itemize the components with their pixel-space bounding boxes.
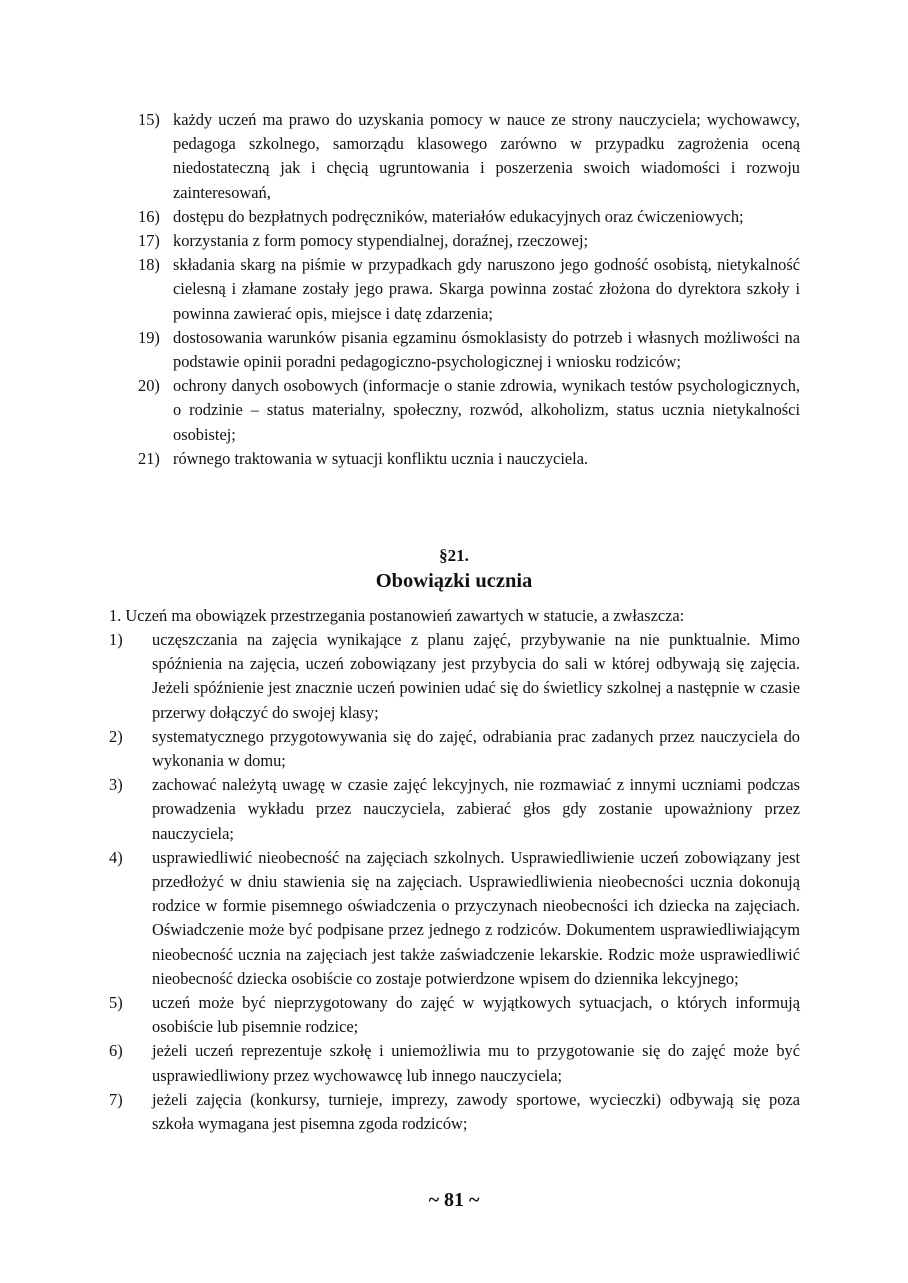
list-item-text: usprawiedliwić nieobecność na zajęciach szkolnych. Usprawiedliwienie uczeń zobowiązany jest przedłożyć w dniu stawienia się na zajęciach. Usprawiedliwienia nieobecności ucznia dokonują rodzice w formie pisemnego oświadczenia o przyczynach nieobecności ich dziecka na zajęciach. Oświadczenie może być podpisane przez jednego z rodziców. Dokumentem usprawiedliwiającym nieobecność ucznia na zajęciach jest także zaświadczenie lekarskie. Rodzic może usprawiedliwić nieobecność dziecka osobiście co zostaje potwierdzone wpisem do dziennika lekcyjnego;: [152, 847, 800, 988]
rights-list-continued: [138, 108, 800, 471]
list-item-text: dostępu do bezpłatnych podręczników, materiałów edukacyjnych oraz ćwiczeniowych;: [173, 206, 744, 226]
list-item-number: 7): [109, 1089, 123, 1109]
list-item-number: 18): [138, 255, 160, 275]
list-item-number: 19): [138, 327, 160, 347]
list-item: [109, 773, 800, 846]
list-item: [138, 253, 800, 326]
list-item-number: 6): [109, 1041, 123, 1061]
list-item-number: 20): [138, 376, 160, 396]
list-item-text: systematycznego przygotowywania się do zajęć, odrabiania prac zadanych przez nauczyciela do wykonania w domu;: [152, 726, 800, 771]
list-item-number: 16): [138, 206, 160, 226]
list-item: [138, 447, 800, 471]
list-item-number: 2): [109, 726, 123, 746]
page-number: ~ 81 ~: [428, 1189, 480, 1211]
list-item-number: 21): [138, 448, 160, 468]
list-item-text: każdy uczeń ma prawo do uzyskania pomocy w nauce ze strony nauczyciela; wychowawcy, pedagoga szkolnego, samorządu klasowego zarówno w przypadku zagrożenia oceną niedostateczną jak i chęcią ugruntowania i poszerzenia swoich wiadomości i rozwoju zainteresowań,: [173, 110, 800, 202]
list-item-text: równego traktowania w sytuacji konfliktu ucznia i nauczyciela.: [173, 448, 589, 468]
list-item-text: ochrony danych osobowych (informacje o stanie zdrowia, wynikach testów psychologicznych, o rodzinie – status materialny, społeczny, rozwód, alkoholizm, status ucznia nietykalności osobistej;: [173, 376, 800, 444]
list-item-text: jeżeli zajęcia (konkursy, turnieje, imprezy, zawody sportowe, wycieczki) odbywają się poza szkoła wymagana jest pisemna zgoda rodziców;: [152, 1089, 800, 1134]
list-item-number: 17): [138, 231, 160, 251]
list-item-number: 3): [109, 775, 123, 795]
list-item: [109, 1088, 800, 1136]
section-number: §21.: [439, 546, 469, 565]
list-item-text: zachować należytą uwagę w czasie zajęć lekcyjnych, nie rozmawiać z innymi uczniami podczas prowadzenia wykładu przez nauczyciela, zabierać głos gdy zostanie upoważniony przez nauczyciela;: [152, 775, 800, 843]
list-item-text: uczęszczania na zajęcia wynikające z planu zajęć, przybywanie na nie punktualnie. Mimo spóźnienia na zajęcia, uczeń zobowiązany jest przybycia do sali w której odbywają się zajęcia. Jeżeli spóźnienie jest znacznie uczeń powinien udać się do świetlicy szkolnej a następnie w czasie przerwy dołączyć do swojej klasy;: [152, 630, 800, 722]
list-item: [109, 725, 800, 773]
list-item-text: składania skarg na piśmie w przypadkach gdy naruszono jego godność osobistą, nietykalność cielesną i złamane zostały jego prawa. Skarga powinna zostać złożona do dyrektora szkoły i powinna zawierać opis, miejsce i datę zdarzenia;: [173, 255, 800, 323]
list-item-number: 15): [138, 110, 160, 129]
list-item: [109, 628, 800, 725]
list-item: [138, 326, 800, 374]
duties-list: [109, 628, 800, 1136]
section-intro: 1. Uczeń ma obowiązek przestrzegania postanowień zawartych w statucie, a zwłaszcza:: [109, 606, 685, 625]
list-item-text: jeżeli uczeń reprezentuje szkołę i uniemożliwia mu to przygotowanie się do zajęć może być usprawiedliwiony przez wychowawcę lub innego nauczyciela;: [152, 1041, 800, 1085]
list-item: [138, 205, 800, 229]
list-item-text: korzystania z form pomocy stypendialnej, doraźnej, rzeczowej;: [173, 231, 589, 251]
list-item: [138, 229, 800, 253]
list-item-text: uczeń może być nieprzygotowany do zajęć w wyjątkowych sytuacjach, o których informują osobiście lub pisemnie rodzice;: [152, 993, 800, 1037]
list-item: [138, 108, 800, 205]
list-item: [109, 846, 800, 991]
list-item-number: 5): [109, 993, 123, 1013]
list-item-number: 1): [109, 630, 123, 649]
list-item-text: dostosowania warunków pisania egzaminu ósmoklasisty do potrzeb i własnych możliwości na podstawie opinii poradni pedagogiczno-psychologicznej i wniosku rodziców;: [173, 327, 800, 372]
list-item: [109, 1039, 800, 1087]
section-title: Obowiązki ucznia: [375, 570, 533, 592]
list-item: [109, 991, 800, 1039]
list-item: [138, 374, 800, 447]
list-item-number: 4): [109, 847, 123, 867]
